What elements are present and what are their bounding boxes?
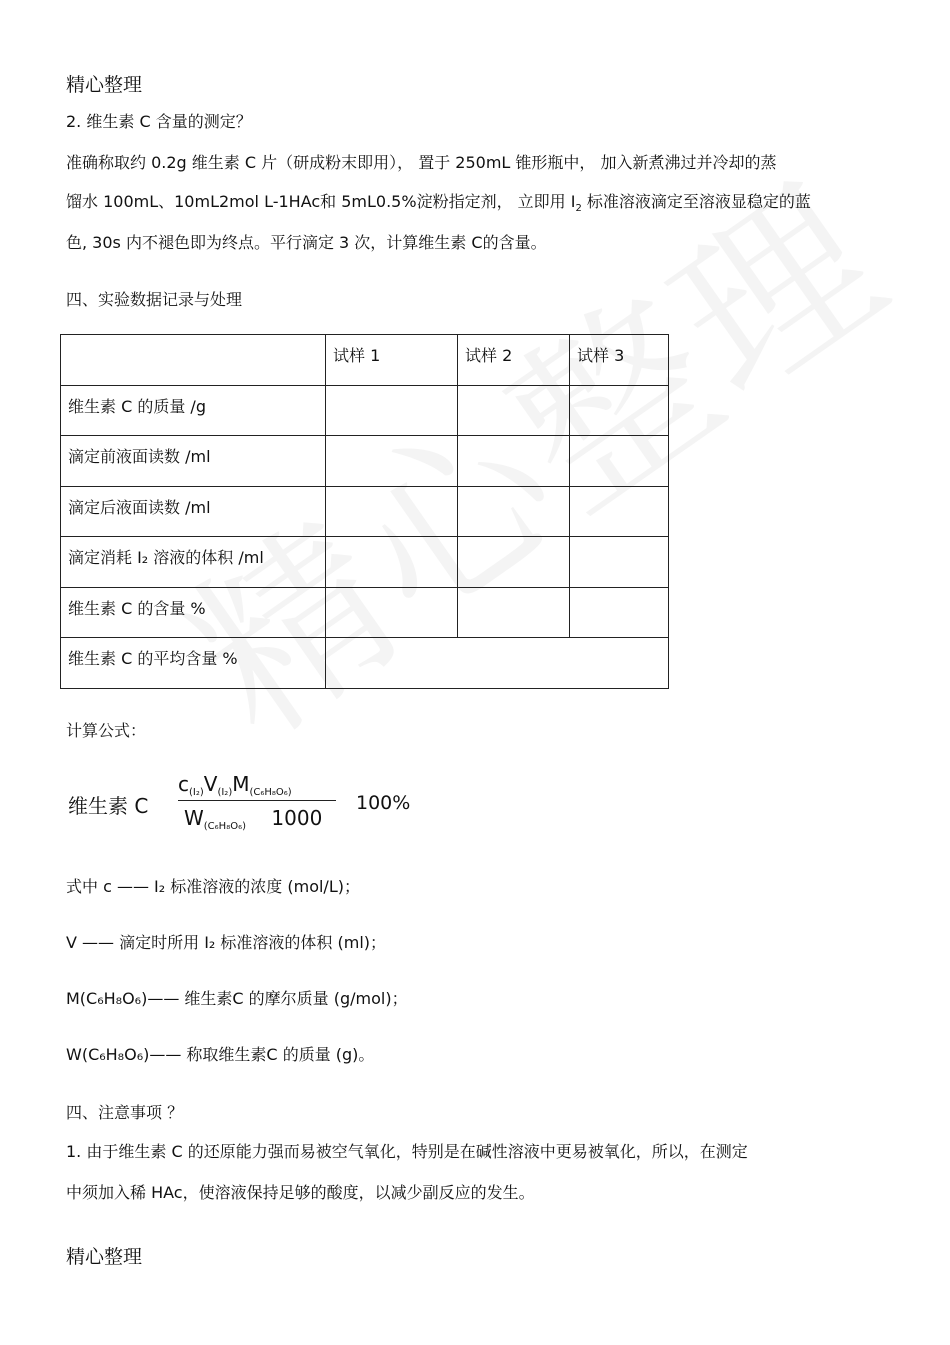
table-cell xyxy=(570,436,669,487)
table-cell xyxy=(570,537,669,588)
table-cell xyxy=(326,537,458,588)
paragraph-line: 馏水 100mL、10mL2mol L-1HAc和 5mL0.5%淀粉指定剂， 立即用 $I_2$ 标准溶液滴定至溶液显稳定的蓝 xyxy=(66,192,811,214)
table-row xyxy=(61,385,669,436)
table-cell xyxy=(326,587,458,638)
table-row xyxy=(61,638,669,689)
definition-line: V —— 滴定时所用 I₂ 标准溶液的体积 (ml)； xyxy=(66,933,387,952)
table-cell xyxy=(570,385,669,436)
table-header-cell xyxy=(61,335,326,386)
formula-label: 计算公式： xyxy=(66,721,147,740)
table-header-cell: 试样 2 xyxy=(458,335,570,386)
table-row xyxy=(61,587,669,638)
formula-rhs: 100% xyxy=(356,792,411,814)
table-cell xyxy=(326,436,458,487)
notes-line: 1. 由于维生素 C 的还原能力强而易被空气氧化，特别是在碱性溶液中更易被氧化，所以，在测定 xyxy=(66,1142,748,1161)
formula-lhs: 维生素 C xyxy=(68,794,149,818)
table-cell xyxy=(570,486,669,537)
definition-line: M(C₆H₈O₆)—— 维生素C 的摩尔质量 (g/mol)； xyxy=(66,989,408,1008)
table-row xyxy=(61,436,669,487)
table-cell xyxy=(458,587,570,638)
section-title: 2. 维生素 C 含量的测定？ xyxy=(66,112,252,131)
table-cell xyxy=(326,385,458,436)
paragraph-line: 准确称取约 0.2g 维生素 C 片（研成粉末即用）， 置于 250mL 锥形瓶中， 加入新煮沸过并冷却的蒸 xyxy=(66,153,777,172)
page-footer: 精心整理 xyxy=(66,1246,143,1268)
table-header-cell: 试样 1 xyxy=(326,335,458,386)
table-row xyxy=(61,486,669,537)
table-cell xyxy=(458,385,570,436)
table-cell xyxy=(570,587,669,638)
row-label: 滴定消耗 I₂ 溶液的体积 /ml xyxy=(61,537,326,588)
table-row xyxy=(61,537,669,588)
table-cell xyxy=(458,537,570,588)
fraction-bar xyxy=(178,800,336,801)
row-label: 维生素 C 的含量 % xyxy=(61,587,326,638)
notes-line: 中须加入稀 HAc，使溶液保持足够的酸度，以减少副反应的发生。 xyxy=(66,1183,535,1202)
row-label: 滴定前液面读数 /ml xyxy=(61,436,326,487)
notes-heading: 四、注意事项 ？ xyxy=(66,1103,184,1122)
definition-line: W(C₆H₈O₆)—— 称取维生素C 的质量 (g)。 xyxy=(66,1045,375,1064)
row-label: 维生素 C 的平均含量 % xyxy=(61,638,326,689)
table-header-cell: 试样 3 xyxy=(570,335,669,386)
row-label: 维生素 C 的质量 /g xyxy=(61,385,326,436)
formula-numerator: $c_{(I_2)}V_{(I_2)}M_{(C_6H_8O_6)}$ xyxy=(178,772,292,798)
paragraph-line: 色, 30s 内不褪色即为终点。平行滴定 3 次，计算维生素 C的含量。 xyxy=(66,233,547,252)
table-cell xyxy=(458,436,570,487)
table-cell xyxy=(458,486,570,537)
table-cell xyxy=(326,486,458,537)
section-heading: 四、实验数据记录与处理 xyxy=(66,290,243,309)
page-header: 精心整理 xyxy=(66,74,143,96)
table-cell-merged xyxy=(326,638,669,689)
formula-denominator: $W_{(C_6H_8O_6)}$ 1000 xyxy=(184,806,323,832)
table-header-row xyxy=(61,335,669,386)
definition-line: 式中 c —— I₂ 标准溶液的浓度 (mol/L)； xyxy=(66,877,360,896)
data-table xyxy=(60,334,669,689)
row-label: 滴定后液面读数 /ml xyxy=(61,486,326,537)
